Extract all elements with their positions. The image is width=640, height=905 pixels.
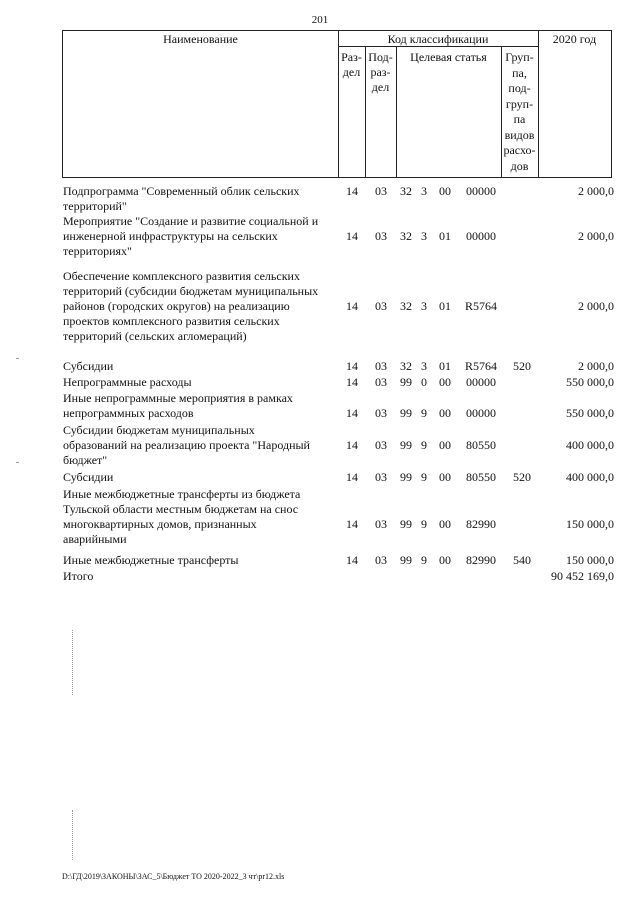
header-celevaya: Целевая статья: [410, 50, 487, 64]
cell-p4: 82990: [466, 517, 496, 531]
row-name: Мероприятие "Создание и развитие социальной и инженерной инфраструктуры на сельских территориях": [63, 214, 319, 258]
cell-razdel: 14: [346, 553, 358, 567]
header-vid: Груп- па, под- груп- па видов расхо- дов: [503, 50, 536, 173]
cell-razdel: 14: [346, 438, 358, 452]
cell-p1: 32: [400, 359, 412, 373]
row-name: Субсидии: [63, 359, 114, 373]
cell-p2: 3: [421, 299, 427, 313]
scan-mark: [16, 462, 19, 463]
header-razdel: Раз- дел: [341, 50, 362, 79]
cell-p4: 00000: [466, 406, 496, 420]
cell-sum: 150 000,0: [566, 553, 614, 567]
page-number: 201: [311, 14, 329, 26]
row-name: Иные межбюджетные трансферты: [63, 553, 239, 567]
cell-p2: 9: [421, 517, 427, 531]
header-code: Код классификации: [387, 32, 489, 46]
scan-artifact: [72, 630, 75, 695]
cell-p3: 00: [439, 517, 451, 531]
cell-podr: 03: [375, 553, 387, 567]
cell-razdel: 14: [346, 517, 358, 531]
cell-sum: 2 000,0: [578, 184, 614, 198]
cell-p1: 99: [400, 517, 412, 531]
cell-sum: 150 000,0: [566, 517, 614, 531]
cell-podr: 03: [375, 438, 387, 452]
cell-sum: 550 000,0: [566, 375, 614, 389]
cell-sum: 2 000,0: [578, 359, 614, 373]
scan-mark: [16, 358, 19, 359]
header-podrazdel: Под- раз- дел: [368, 50, 393, 94]
cell-vid: 520: [513, 470, 531, 484]
scan-artifact: [72, 810, 75, 860]
cell-p1: 99: [400, 406, 412, 420]
table-header: [62, 30, 612, 178]
row-name: Подпрограмма "Современный облик сельских территорий": [63, 184, 300, 213]
cell-p4: R5764: [464, 299, 497, 313]
cell-p1: 99: [400, 375, 412, 389]
cell-podr: 03: [375, 229, 387, 243]
cell-p1: 99: [400, 438, 412, 452]
cell-sum: 550 000,0: [566, 406, 614, 420]
cell-p1: 99: [400, 553, 412, 567]
cell-podr: 03: [375, 375, 387, 389]
cell-p3: 00: [439, 375, 451, 389]
cell-razdel: 14: [346, 406, 358, 420]
cell-sum: 400 000,0: [566, 438, 614, 452]
cell-razdel: 14: [346, 359, 358, 373]
cell-razdel: 14: [346, 375, 358, 389]
cell-p2: 0: [421, 375, 427, 389]
cell-razdel: 14: [346, 184, 358, 198]
cell-p4: 82990: [466, 553, 496, 567]
cell-p2: 3: [421, 359, 427, 373]
cell-podr: 03: [375, 406, 387, 420]
cell-p2: 9: [421, 470, 427, 484]
row-name: Субсидии бюджетам муниципальных образований на реализацию проекта "Народный бюджет": [63, 423, 310, 467]
cell-razdel: 14: [346, 470, 358, 484]
cell-sum: 400 000,0: [566, 470, 614, 484]
cell-p2: 3: [421, 184, 427, 198]
row-name: Субсидии: [63, 470, 114, 484]
cell-sum: 2 000,0: [578, 299, 614, 313]
cell-sum: 90 452 169,0: [551, 569, 614, 583]
cell-p4: 00000: [466, 375, 496, 389]
cell-p2: 3: [421, 229, 427, 243]
cell-podr: 03: [375, 184, 387, 198]
cell-p3: 01: [439, 229, 451, 243]
file-path-footer: D:\ГД\2019\ЗАКОНЫ\ЗАС_5\Бюджет ТО 2020-2022_3 чт\pr12.xls: [62, 872, 285, 881]
row-name: Непрограммные расходы: [63, 375, 192, 389]
cell-p1: 32: [400, 299, 412, 313]
row-name: Обеспечение комплексного развития сельских территорий (субсидии бюджетам муниципальных районов (городских округов) на реализацию проектов комплексного развития сельских территорий (сельских агломераций): [63, 269, 319, 343]
cell-p3: 00: [439, 438, 451, 452]
cell-p2: 9: [421, 553, 427, 567]
cell-podr: 03: [375, 470, 387, 484]
cell-vid: 540: [513, 553, 531, 567]
cell-p3: 00: [439, 406, 451, 420]
cell-podr: 03: [375, 359, 387, 373]
cell-p4: 00000: [466, 229, 496, 243]
cell-p2: 9: [421, 438, 427, 452]
header-year: 2020 год: [552, 32, 597, 46]
cell-p4: 80550: [466, 470, 496, 484]
cell-razdel: 14: [346, 299, 358, 313]
cell-p2: 9: [421, 406, 427, 420]
cell-sum: 2 000,0: [578, 229, 614, 243]
cell-razdel: 14: [346, 229, 358, 243]
cell-p3: 00: [439, 553, 451, 567]
cell-p1: 99: [400, 470, 412, 484]
cell-p3: 01: [439, 299, 451, 313]
row-name: Иные межбюджетные трансферты из бюджета Тульской области местным бюджетам на снос многоквартирных домов, признанных аварийными: [63, 487, 301, 546]
cell-p4: 80550: [466, 438, 496, 452]
cell-p3: 00: [439, 470, 451, 484]
cell-vid: 520: [513, 359, 531, 373]
header-name: Наименование: [163, 32, 238, 46]
row-name: Итого: [63, 569, 94, 583]
cell-p3: 01: [439, 359, 451, 373]
cell-p1: 32: [400, 229, 412, 243]
cell-p4: 00000: [466, 184, 496, 198]
cell-p1: 32: [400, 184, 412, 198]
cell-podr: 03: [375, 517, 387, 531]
cell-p3: 00: [439, 184, 451, 198]
cell-p4: R5764: [464, 359, 497, 373]
cell-podr: 03: [375, 299, 387, 313]
row-name: Иные непрограммные мероприятия в рамках непрограммных расходов: [63, 391, 293, 420]
